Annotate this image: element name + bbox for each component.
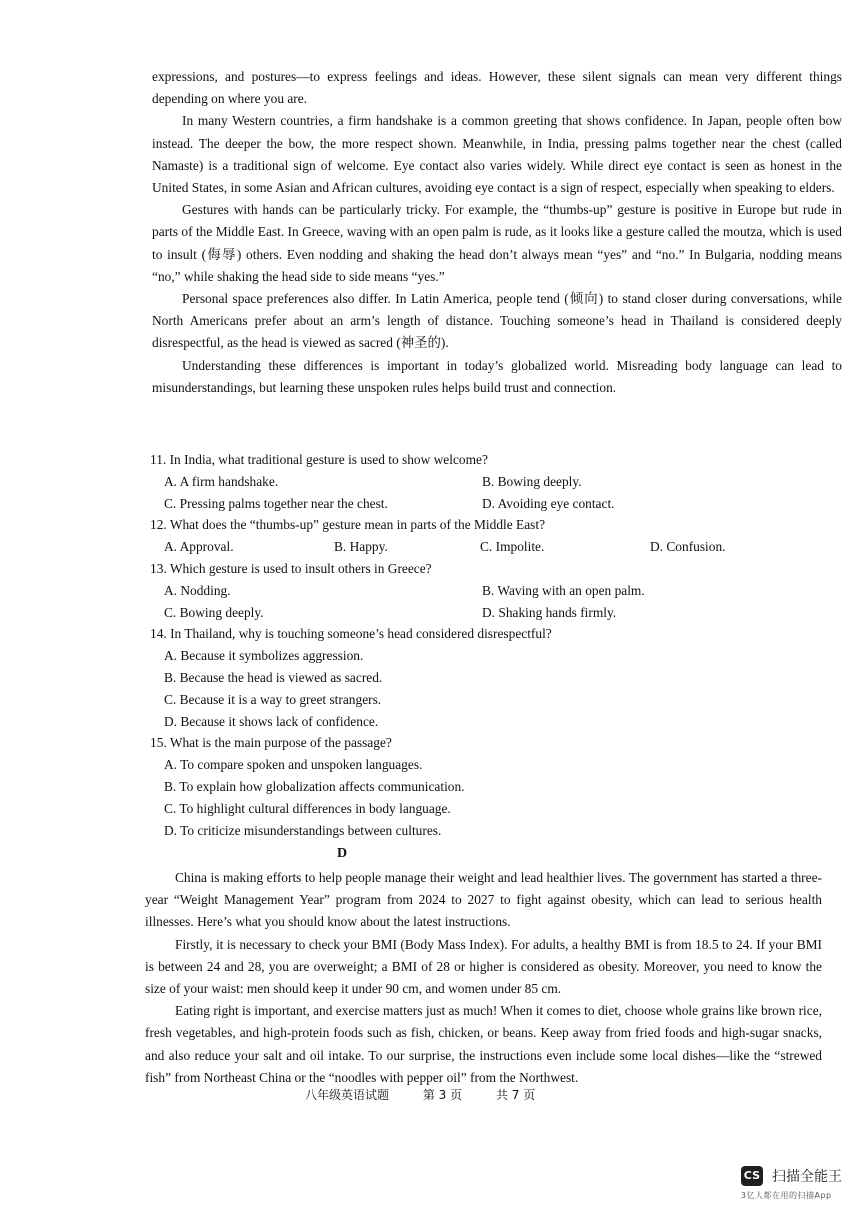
option-c: C. Pressing palms together near the chest. bbox=[164, 495, 388, 511]
passage-c-paragraph-1: expressions, and postures—to express feelings and ideas. However, these silent signals can mean very different things depending on where you are. bbox=[152, 69, 842, 107]
option-d: D. Confusion. bbox=[650, 539, 726, 555]
option-c: C. Impolite. bbox=[480, 539, 545, 555]
passage-d bbox=[145, 867, 822, 1089]
question-13 bbox=[150, 558, 840, 623]
option-b: B. Because the head is viewed as sacred. bbox=[164, 669, 383, 685]
scanner-app-name: 扫描全能王 bbox=[772, 1168, 842, 1185]
question-stem: 15. What is the main purpose of the passage? bbox=[150, 735, 392, 751]
scanner-watermark bbox=[741, 1165, 842, 1201]
passage-c-paragraph-3: Gestures with hands can be particularly tricky. For example, the “thumbs-up” gesture is positive in Europe but rude in parts of the Middle East. In Greece, waving with an open palm is rude, as it looks like a gesture called the moutza, which is used to insult (侮辱) others. Even nodding and shaking the head don’t always mean “yes” and “no.” In Bulgaria, nodding means “no,” while shaking the head side to side means “yes.” bbox=[152, 202, 842, 284]
option-a: A. Nodding. bbox=[164, 582, 231, 598]
option-d: D. Avoiding eye contact. bbox=[482, 495, 615, 511]
question-stem: 13. Which gesture is used to insult others in Greece? bbox=[150, 560, 432, 576]
question-11 bbox=[150, 449, 840, 514]
option-b: B. Happy. bbox=[334, 539, 388, 555]
footer-total-pages: 共 7 页 bbox=[495, 1088, 536, 1102]
option-c: C. Bowing deeply. bbox=[164, 604, 264, 620]
question-stem: 11. In India, what traditional gesture is used to show welcome? bbox=[150, 452, 488, 467]
option-a: A. Approval. bbox=[164, 539, 234, 555]
page-footer bbox=[305, 1086, 565, 1103]
question-stem: 14. In Thailand, why is touching someone’s head considered disrespectful? bbox=[150, 626, 552, 642]
question-15 bbox=[150, 732, 840, 841]
option-d: D. Because it shows lack of confidence. bbox=[164, 713, 379, 729]
option-b: B. To explain how globalization affects communication. bbox=[164, 778, 465, 794]
camscanner-logo-icon: CS bbox=[741, 1166, 763, 1186]
passage-c bbox=[152, 66, 842, 399]
option-a: A. A firm handshake. bbox=[164, 473, 279, 489]
option-b: B. Waving with an open palm. bbox=[482, 582, 645, 598]
footer-subject: 八年级英语试题 bbox=[305, 1088, 390, 1102]
passage-d-paragraph-3: Eating right is important, and exercise matters just as much! When it comes to diet, choose whole grains like brown rice, fresh vegetables, and high-protein foods such as fish, chicken, or beans. Keep away from fried foods and high-sugar snacks, and also reduce your salt and oil intake. To our surprise, the instructions even include some local dishes—like the “strewed fish” from Northeast China or the “noodles with pepper oil” from the Northwest. bbox=[145, 1003, 822, 1085]
passage-c-paragraph-4: Personal space preferences also differ. In Latin America, people tend (倾向) to stand closer during conversations, while North Americans prefer about an arm’s length of distance. Touching someone’s head in Thailand is considered deeply disrespectful, as the head is viewed as sacred (神圣的). bbox=[152, 291, 842, 351]
question-list bbox=[150, 449, 840, 841]
option-c: C. To highlight cultural differences in body language. bbox=[164, 800, 451, 816]
question-stem: 12. What does the “thumbs-up” gesture mean in parts of the Middle East? bbox=[150, 517, 546, 533]
section-heading-d: D bbox=[337, 846, 348, 861]
option-d: D. To criticize misunderstandings between cultures. bbox=[164, 822, 442, 838]
option-b: B. Bowing deeply. bbox=[482, 473, 582, 489]
passage-d-paragraph-1: China is making efforts to help people manage their weight and lead healthier lives. The government has started a three-year “Weight Management Year” program from 2024 to 2027 to fight against obesity, which can lead to serious health illnesses. Here’s what you should know about the latest instructions. bbox=[145, 870, 822, 930]
question-14 bbox=[150, 623, 840, 732]
passage-c-paragraph-5: Understanding these differences is important in today’s globalized world. Misreading body language can lead to misunderstandings, but learning these unspoken rules helps build trust and connection. bbox=[152, 357, 842, 395]
footer-page-number: 第 3 页 bbox=[422, 1088, 463, 1102]
passage-c-paragraph-2: In many Western countries, a firm handshake is a common greeting that shows confidence. In Japan, people often bow instead. The deeper the bow, the more respect shown. Meanwhile, in India, pressing palms together near the chest (called Namaste) is a traditional sign of welcome. Eye contact also varies widely. While direct eye contact is seen as honest in the United States, in some Asian and African cultures, avoiding eye contact is a sign of respect, especially when speaking to elders. bbox=[152, 113, 842, 196]
option-a: A. To compare spoken and unspoken languages. bbox=[164, 757, 423, 773]
passage-d-paragraph-2: Firstly, it is necessary to check your BMI (Body Mass Index). For adults, a healthy BMI is from 18.5 to 24. If your BMI is between 24 and 28, you are overweight; a BMI of 28 or higher is considered as obesity. Moreover, you need to know the size of your waist: men should keep it under 90 cm, and women under 85 cm. bbox=[145, 936, 822, 997]
option-d: D. Shaking hands firmly. bbox=[482, 604, 617, 620]
question-12 bbox=[150, 514, 840, 558]
option-a: A. Because it symbolizes aggression. bbox=[164, 648, 364, 664]
option-c: C. Because it is a way to greet strangers. bbox=[164, 691, 382, 707]
scanner-tagline: 3亿人都在用的扫描App bbox=[740, 1190, 832, 1200]
